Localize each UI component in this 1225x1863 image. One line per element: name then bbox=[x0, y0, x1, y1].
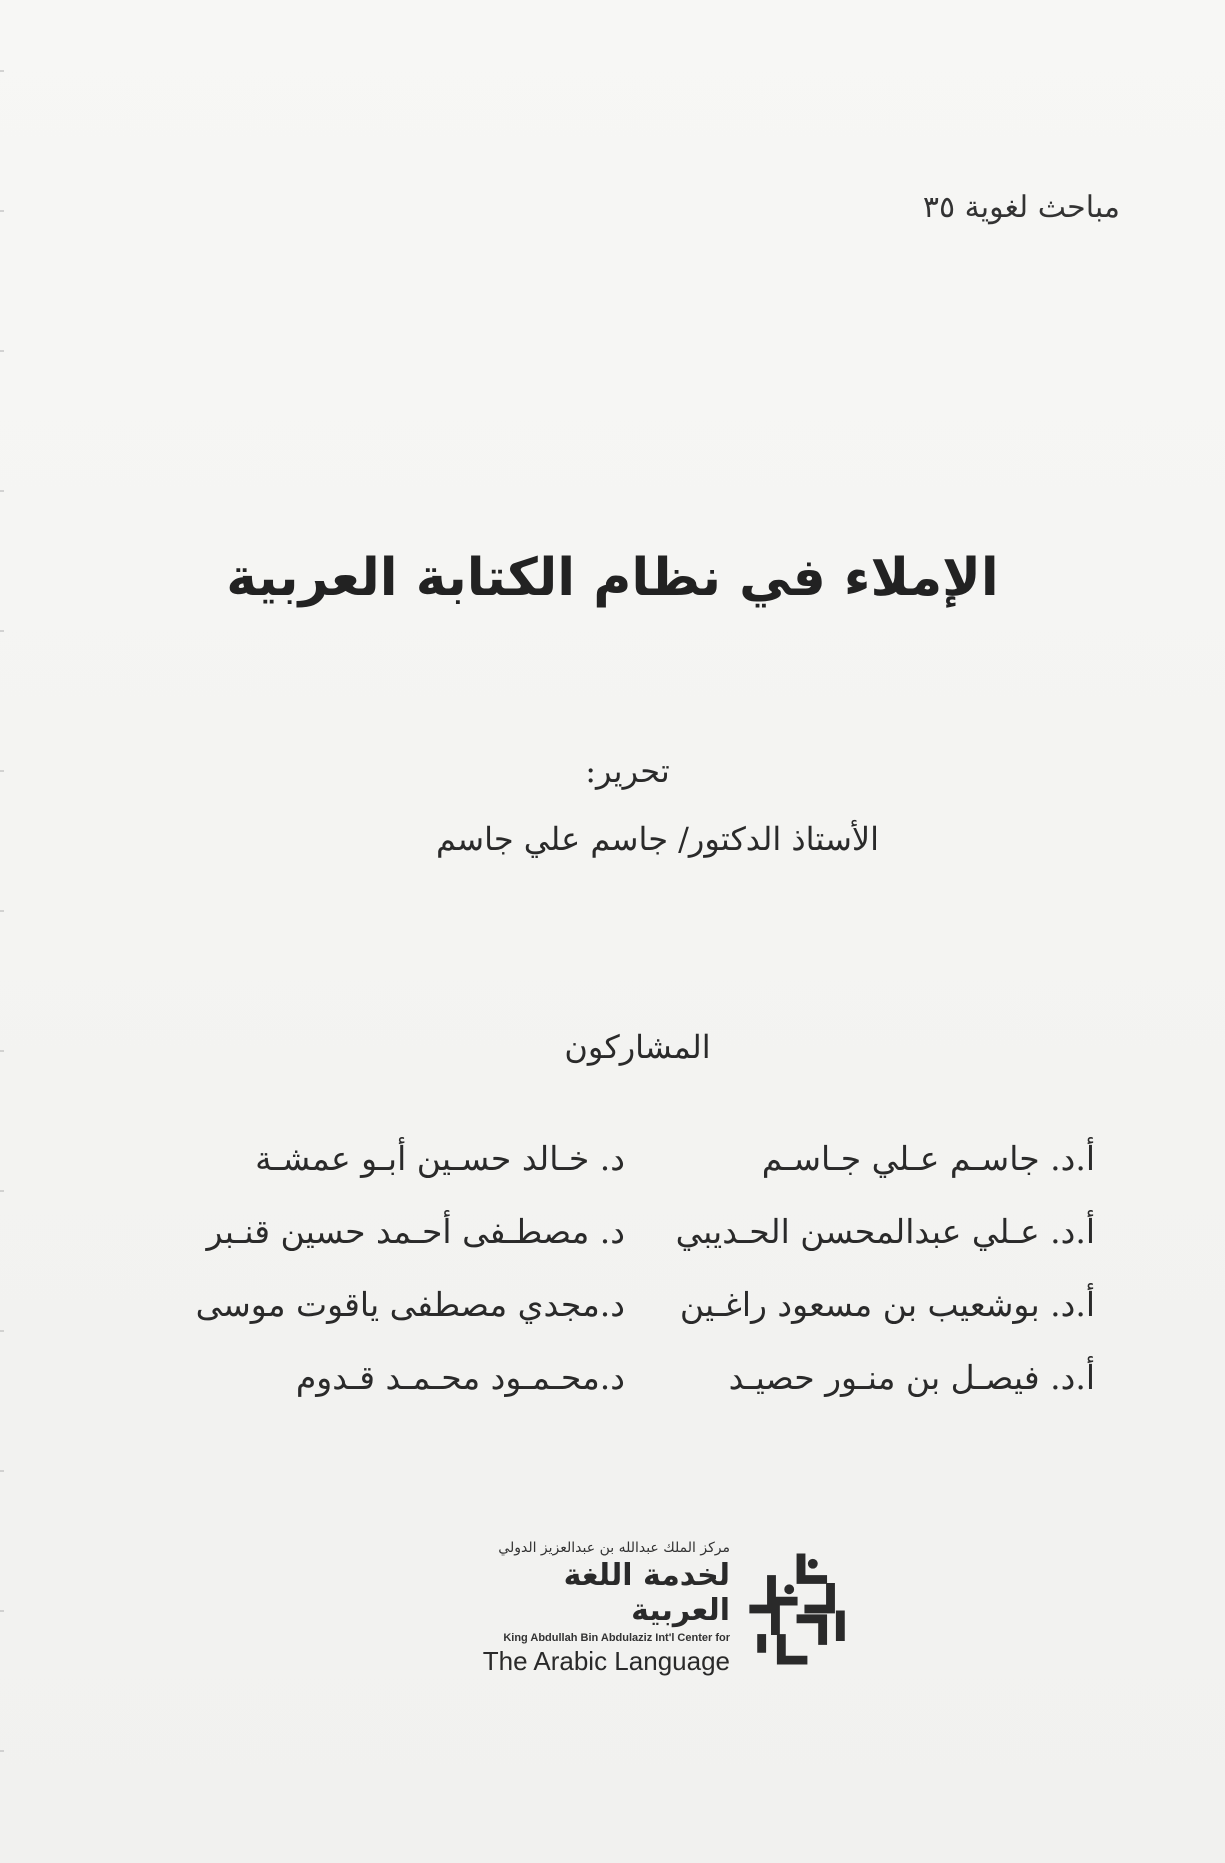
participant-name: أ.د. جاسـم عـلي جـاسـم bbox=[761, 1139, 1095, 1178]
calligraphic-logo-icon bbox=[742, 1550, 860, 1668]
publisher-logo bbox=[470, 1540, 860, 1680]
page-edge bbox=[0, 0, 4, 1863]
participant-name: أ.د. بوشعيب بن مسعود راغـين bbox=[679, 1285, 1095, 1324]
participant-name: أ.د. فيصـل بن منـور حصيـد bbox=[728, 1358, 1095, 1397]
logo-arabic-big: لخدمة اللغة العربية bbox=[563, 1558, 730, 1628]
edit-label: تحرير: bbox=[585, 752, 670, 790]
logo-english-small: King Abdullah Bin Abdulaziz Int'l Center for bbox=[503, 1632, 730, 1644]
participant-name: د.مجدي مصطفى ياقوت موسى bbox=[195, 1285, 625, 1324]
participant-name: د. مصطـفى أحـمد حسين قنـبر bbox=[206, 1212, 625, 1251]
participants-heading: المشاركون bbox=[564, 1028, 711, 1066]
publisher-logo-text bbox=[470, 1540, 730, 1677]
participant-name: د.محـمـود محـمـد قـدوم bbox=[295, 1358, 625, 1397]
participants-column-left bbox=[195, 1122, 625, 1414]
editor-name: الأستاذ الدكتور/ جاسم علي جاسم bbox=[435, 820, 880, 858]
logo-arabic-small: مركز الملك عبدالله بن عبدالعزيز الدولي bbox=[498, 1540, 730, 1556]
series-label: مباحث لغوية ٣٥ bbox=[922, 190, 1120, 225]
book-title: الإملاء في نظام الكتابة العربية bbox=[226, 548, 999, 608]
participants-column-right bbox=[675, 1122, 1095, 1414]
logo-english-big: The Arabic Language bbox=[482, 1646, 730, 1676]
participant-name: أ.د. عـلي عبدالمحسن الحـديبي bbox=[675, 1212, 1095, 1251]
participant-name: د. خـالد حسـين أبـو عمشـة bbox=[255, 1139, 625, 1178]
